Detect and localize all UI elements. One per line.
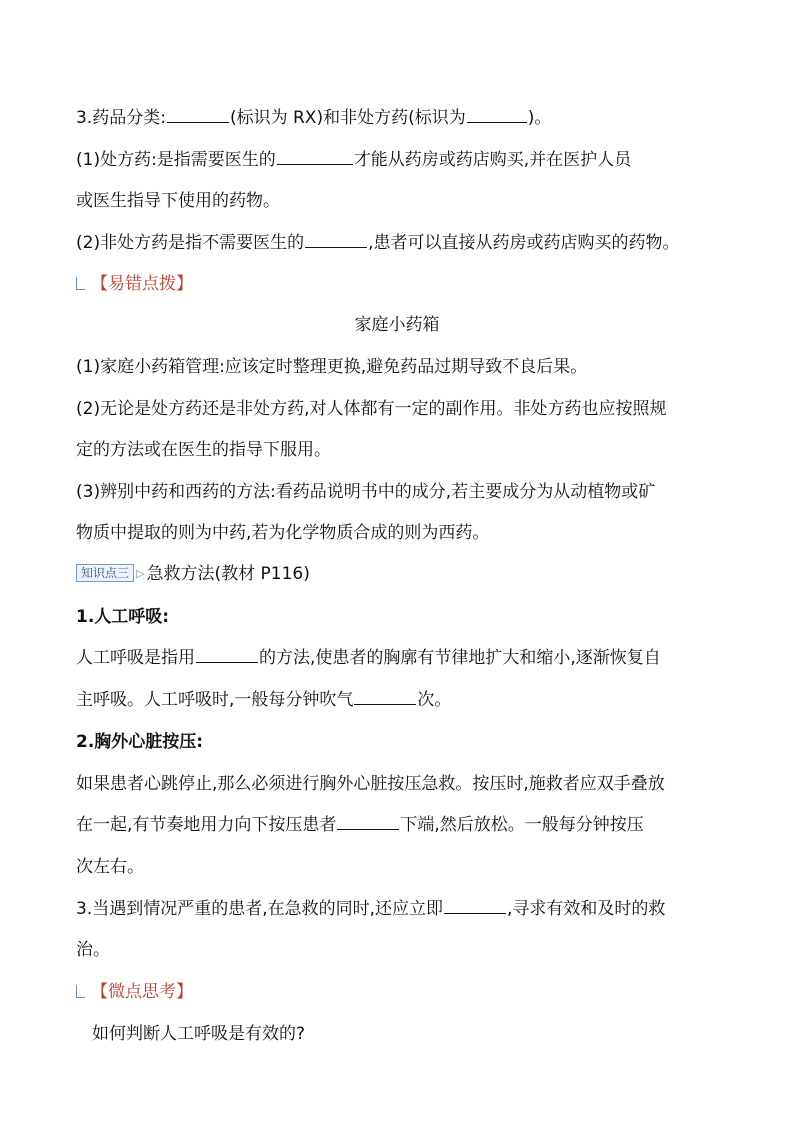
- tip-2b: [76, 438, 726, 462]
- text: 或医生指导下使用的药物。: [76, 191, 280, 211]
- answer-blank[interactable]: [196, 646, 258, 663]
- cpr-line-1: [76, 772, 726, 796]
- knowledge-point-3-heading: [76, 562, 310, 586]
- text: 人工呼吸是指用: [76, 648, 195, 668]
- text: (1)家庭小药箱管理:应该定时整理更换,避免药品过期导致不良后果。: [76, 357, 588, 377]
- text: 家庭小药箱: [354, 315, 440, 335]
- text: 物质中提取的则为中药,若为化学物质合成的则为西药。: [76, 523, 490, 543]
- text: 治。: [76, 940, 110, 960]
- text: (3)辨别中药和西药的方法:看药品说明书中的成分,若主要成分为从动植物或矿: [76, 482, 656, 502]
- text: 急救方法(教材 P116): [146, 564, 310, 584]
- artificial-respiration-heading: [76, 605, 726, 629]
- answer-blank[interactable]: [467, 106, 527, 123]
- tip-3a: [76, 480, 726, 504]
- thinking-question: [92, 1022, 742, 1046]
- text: ,患者可以直接从药房或药店购买的药物。: [368, 233, 680, 253]
- text: 次左右。: [76, 857, 144, 877]
- tip-3b: [76, 521, 726, 545]
- text: 3.药品分类:: [76, 108, 166, 128]
- artificial-respiration-line-1: [76, 646, 726, 670]
- box-title: [0, 313, 794, 337]
- answer-blank[interactable]: [444, 897, 506, 914]
- error-tips-heading: [76, 272, 193, 296]
- text: 如何判断人工呼吸是有效的?: [92, 1024, 306, 1044]
- otc-line: [76, 231, 726, 255]
- text: 【易错点拨】: [91, 274, 193, 294]
- answer-blank[interactable]: [277, 148, 353, 165]
- emergency-line-2: [76, 938, 726, 962]
- tip-1: [76, 355, 726, 379]
- bookmark-icon: [76, 277, 85, 290]
- artificial-respiration-line-2: [76, 688, 726, 712]
- text: 定的方法或在医生的指导下服用。: [76, 440, 331, 460]
- text: 下端,然后放松。一般每分钟按压: [400, 815, 644, 835]
- text: 在一起,有节奏地用力向下按压患者: [76, 815, 337, 835]
- text: (标识为 RX)和非处方药(标识为: [229, 108, 466, 128]
- text: )。: [527, 108, 552, 128]
- prescription-line-1: [76, 148, 726, 172]
- text: 才能从药房或药店购买,并在医护人员: [353, 150, 632, 170]
- text: 次。: [417, 690, 452, 710]
- text: 3.当遇到情况严重的患者,在急救的同时,还应立即: [76, 899, 444, 919]
- answer-blank[interactable]: [305, 231, 367, 248]
- text: 2.胸外心脏按压:: [76, 732, 204, 752]
- bookmark-icon: [76, 985, 85, 998]
- micro-thinking-heading: [76, 980, 193, 1004]
- drug-classification-line: [76, 106, 726, 130]
- answer-blank[interactable]: [167, 106, 229, 123]
- answer-blank[interactable]: [354, 688, 416, 705]
- arrow-right-icon: ▷: [136, 567, 145, 580]
- knowledge-point-badge: 知识点三: [76, 564, 134, 582]
- answer-blank[interactable]: [337, 813, 399, 830]
- text: 主呼吸。人工呼吸时,一般每分钟吹气: [76, 690, 354, 710]
- text: 如果患者心跳停止,那么必须进行胸外心脏按压急救。按压时,施救者应双手叠放: [76, 774, 665, 794]
- cpr-line-2: [76, 813, 726, 837]
- text: (1)处方药:是指需要医生的: [76, 150, 276, 170]
- cpr-line-3: [76, 855, 726, 879]
- text: 【微点思考】: [91, 982, 193, 1002]
- text: 的方法,使患者的胸廓有节律地扩大和缩小,逐渐恢复自: [259, 648, 661, 668]
- text: (2)非处方药是指不需要医生的: [76, 233, 305, 253]
- cpr-heading: [76, 730, 726, 754]
- prescription-line-2: [76, 189, 726, 213]
- text: (2)无论是处方药还是非处方药,对人体都有一定的副作用。非处方药也应按照规: [76, 399, 667, 419]
- emergency-line-1: [76, 897, 726, 921]
- text: 1.人工呼吸:: [76, 607, 170, 627]
- tip-2a: [76, 397, 726, 421]
- text: ,寻求有效和及时的救: [507, 899, 666, 919]
